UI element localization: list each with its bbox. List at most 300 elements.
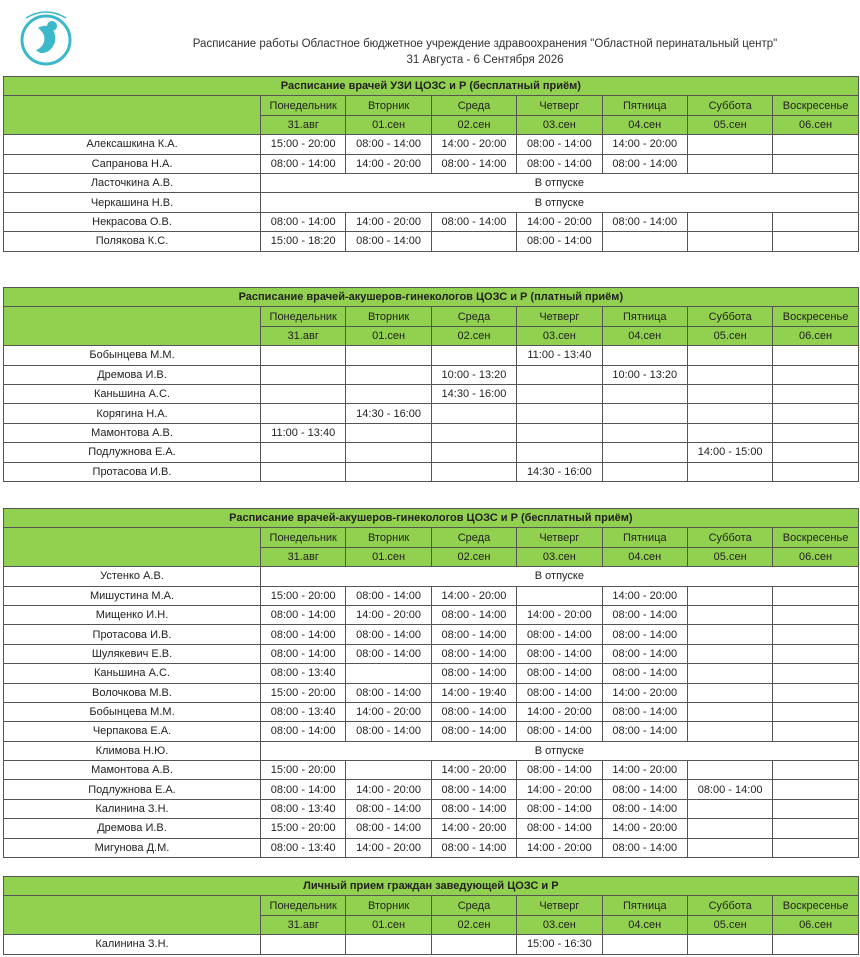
section-title-row xyxy=(4,77,859,96)
shift-cell xyxy=(687,838,772,857)
schedule-table xyxy=(3,287,859,482)
weekday-header: Воскресенье xyxy=(773,528,858,547)
shift-cell xyxy=(602,423,687,442)
shift-cell xyxy=(687,135,772,154)
shift-cell xyxy=(261,935,346,954)
shift-cell: 08:00 - 14:00 xyxy=(261,625,346,644)
vacation-cell: В отпуске xyxy=(261,193,859,212)
shift-cell xyxy=(517,586,602,605)
doctor-name: Мишустина М.А. xyxy=(4,586,261,605)
shift-cell xyxy=(773,935,858,954)
date-header: 05.сен xyxy=(687,115,772,134)
shift-cell xyxy=(431,404,516,423)
shift-cell: 08:00 - 14:00 xyxy=(346,625,431,644)
shift-cell: 14:00 - 20:00 xyxy=(602,586,687,605)
name-column-header xyxy=(4,307,261,346)
weekday-header: Среда xyxy=(431,896,516,915)
shift-cell: 08:00 - 14:00 xyxy=(431,605,516,624)
weekday-header: Пятница xyxy=(602,307,687,326)
shift-cell xyxy=(431,423,516,442)
shift-cell: 15:00 - 20:00 xyxy=(261,819,346,838)
doctor-row xyxy=(4,644,859,663)
shift-cell: 08:00 - 14:00 xyxy=(261,212,346,231)
weekday-header: Воскресенье xyxy=(773,96,858,115)
weekday-header: Суббота xyxy=(687,896,772,915)
date-header: 06.сен xyxy=(773,915,858,934)
shift-cell: 14:00 - 20:00 xyxy=(346,702,431,721)
weekday-header: Пятница xyxy=(602,896,687,915)
shift-cell xyxy=(773,384,858,403)
doctor-row xyxy=(4,761,859,780)
shift-cell xyxy=(346,365,431,384)
shift-cell xyxy=(773,780,858,799)
shift-cell xyxy=(261,346,346,365)
date-header: 31.авг xyxy=(261,547,346,566)
shift-cell: 14:30 - 16:00 xyxy=(517,462,602,481)
schedule-block-personal xyxy=(3,876,858,955)
doctor-row xyxy=(4,780,859,799)
shift-cell xyxy=(687,346,772,365)
doctor-row xyxy=(4,935,859,954)
weekday-header: Четверг xyxy=(517,528,602,547)
shift-cell xyxy=(431,346,516,365)
doctor-row xyxy=(4,365,859,384)
shift-cell xyxy=(687,365,772,384)
weekday-header: Суббота xyxy=(687,307,772,326)
shift-cell xyxy=(687,644,772,663)
shift-cell xyxy=(687,702,772,721)
shift-cell: 14:00 - 20:00 xyxy=(517,780,602,799)
shift-cell: 14:00 - 20:00 xyxy=(602,135,687,154)
shift-cell: 08:00 - 14:00 xyxy=(261,722,346,741)
shift-cell xyxy=(773,586,858,605)
shift-cell xyxy=(687,761,772,780)
date-header: 05.сен xyxy=(687,915,772,934)
shift-cell: 08:00 - 13:40 xyxy=(261,838,346,857)
shift-cell: 08:00 - 14:00 xyxy=(431,154,516,173)
shift-cell: 14:00 - 15:00 xyxy=(687,443,772,462)
name-column-header xyxy=(4,96,261,135)
shift-cell xyxy=(517,423,602,442)
shift-cell xyxy=(346,443,431,462)
doctor-row xyxy=(4,819,859,838)
shift-cell xyxy=(346,935,431,954)
shift-cell: 08:00 - 14:00 xyxy=(517,154,602,173)
shift-cell xyxy=(517,365,602,384)
doctor-row xyxy=(4,586,859,605)
section-title: Расписание врачей УЗИ ЦОЗС и Р (бесплатный приём) xyxy=(4,77,859,96)
shift-cell: 14:00 - 20:00 xyxy=(517,702,602,721)
shift-cell xyxy=(773,838,858,857)
shift-cell xyxy=(773,365,858,384)
shift-cell xyxy=(346,664,431,683)
shift-cell xyxy=(687,586,772,605)
date-header: 04.сен xyxy=(602,547,687,566)
shift-cell: 14:00 - 20:00 xyxy=(431,586,516,605)
shift-cell xyxy=(431,935,516,954)
doctor-name: Полякова К.С. xyxy=(4,232,261,251)
doctor-name: Каньшина А.С. xyxy=(4,384,261,403)
shift-cell: 08:00 - 14:00 xyxy=(346,135,431,154)
section-title: Личный прием граждан заведующей ЦОЗС и Р xyxy=(4,877,859,896)
shift-cell xyxy=(431,232,516,251)
shift-cell: 14:00 - 20:00 xyxy=(431,135,516,154)
shift-cell: 08:00 - 13:40 xyxy=(261,702,346,721)
date-header: 03.сен xyxy=(517,547,602,566)
shift-cell: 14:00 - 20:00 xyxy=(602,683,687,702)
weekday-header: Суббота xyxy=(687,528,772,547)
doctor-name: Алексашкина К.А. xyxy=(4,135,261,154)
shift-cell: 08:00 - 14:00 xyxy=(517,664,602,683)
shift-cell xyxy=(687,935,772,954)
shift-cell xyxy=(346,462,431,481)
shift-cell xyxy=(517,404,602,423)
shift-cell xyxy=(602,462,687,481)
shift-cell xyxy=(687,232,772,251)
section-title: Расписание врачей-акушеров-гинекологов ЦОЗС и Р (платный приём) xyxy=(4,288,859,307)
shift-cell: 08:00 - 14:00 xyxy=(602,722,687,741)
shift-cell: 14:30 - 16:00 xyxy=(346,404,431,423)
doctor-row xyxy=(4,404,859,423)
shift-cell xyxy=(773,644,858,663)
doctor-row xyxy=(4,384,859,403)
shift-cell xyxy=(261,404,346,423)
weekday-row xyxy=(4,528,859,547)
doctor-name: Устенко А.В. xyxy=(4,567,261,586)
doctor-row xyxy=(4,799,859,818)
shift-cell: 08:00 - 14:00 xyxy=(602,664,687,683)
shift-cell xyxy=(773,761,858,780)
doctor-name: Климова Н.Ю. xyxy=(4,741,261,760)
doctor-row xyxy=(4,135,859,154)
doctor-name: Подлужнова Е.А. xyxy=(4,780,261,799)
shift-cell: 15:00 - 20:00 xyxy=(261,761,346,780)
date-header: 01.сен xyxy=(346,115,431,134)
doctor-name: Некрасова О.В. xyxy=(4,212,261,231)
shift-cell: 14:00 - 20:00 xyxy=(346,605,431,624)
shift-cell: 14:00 - 20:00 xyxy=(346,780,431,799)
shift-cell xyxy=(773,683,858,702)
shift-cell: 14:00 - 20:00 xyxy=(346,212,431,231)
shift-cell: 14:00 - 20:00 xyxy=(517,212,602,231)
schedule-table xyxy=(3,76,859,252)
shift-cell: 11:00 - 13:40 xyxy=(261,423,346,442)
shift-cell: 14:00 - 20:00 xyxy=(431,819,516,838)
section-title-row xyxy=(4,877,859,896)
shift-cell: 08:00 - 14:00 xyxy=(261,605,346,624)
document-date-range: 31 Августа - 6 Сентября 2026 xyxy=(406,54,564,66)
doctor-name: Черпакова Е.А. xyxy=(4,722,261,741)
date-header: 06.сен xyxy=(773,547,858,566)
shift-cell xyxy=(773,135,858,154)
date-header: 02.сен xyxy=(431,115,516,134)
weekday-header: Вторник xyxy=(346,307,431,326)
doctor-row xyxy=(4,625,859,644)
doctor-name: Бобынцева М.М. xyxy=(4,346,261,365)
shift-cell: 15:00 - 16:30 xyxy=(517,935,602,954)
date-header: 03.сен xyxy=(517,326,602,345)
doctor-row xyxy=(4,567,859,586)
weekday-header: Вторник xyxy=(346,96,431,115)
doctor-row xyxy=(4,741,859,760)
shift-cell xyxy=(773,154,858,173)
date-header: 02.сен xyxy=(431,326,516,345)
shift-cell: 08:00 - 14:00 xyxy=(346,683,431,702)
date-header: 04.сен xyxy=(602,915,687,934)
doctor-name: Мамонтова А.В. xyxy=(4,761,261,780)
shift-cell: 08:00 - 13:40 xyxy=(261,799,346,818)
document-title: Расписание работы Областное бюджетное учреждение здравоохранения "Областной перинатальный центр" xyxy=(192,38,778,50)
shift-cell: 08:00 - 14:00 xyxy=(346,232,431,251)
shift-cell xyxy=(773,232,858,251)
date-header: 31.авг xyxy=(261,326,346,345)
shift-cell: 15:00 - 20:00 xyxy=(261,683,346,702)
shift-cell: 08:00 - 14:00 xyxy=(602,625,687,644)
shift-cell xyxy=(773,346,858,365)
shift-cell: 08:00 - 14:00 xyxy=(431,799,516,818)
shift-cell: 08:00 - 14:00 xyxy=(431,722,516,741)
vacation-cell: В отпуске xyxy=(261,741,859,760)
shift-cell xyxy=(431,443,516,462)
doctor-name: Шулякевич Е.В. xyxy=(4,644,261,663)
name-column-header xyxy=(4,528,261,567)
shift-cell xyxy=(602,384,687,403)
shift-cell: 08:00 - 14:00 xyxy=(261,644,346,663)
shift-cell: 08:00 - 14:00 xyxy=(431,644,516,663)
shift-cell: 14:00 - 20:00 xyxy=(602,761,687,780)
shift-cell: 08:00 - 14:00 xyxy=(431,625,516,644)
shift-cell xyxy=(773,722,858,741)
doctor-row xyxy=(4,683,859,702)
doctor-name: Волочкова М.В. xyxy=(4,683,261,702)
date-header: 05.сен xyxy=(687,547,772,566)
vacation-cell: В отпуске xyxy=(261,567,859,586)
shift-cell xyxy=(773,462,858,481)
shift-cell xyxy=(773,443,858,462)
date-header: 04.сен xyxy=(602,115,687,134)
shift-cell xyxy=(773,799,858,818)
shift-cell xyxy=(773,212,858,231)
shift-cell: 14:30 - 16:00 xyxy=(431,384,516,403)
doctor-row xyxy=(4,702,859,721)
doctor-name: Протасова И.В. xyxy=(4,462,261,481)
shift-cell: 08:00 - 14:00 xyxy=(431,212,516,231)
shift-cell: 08:00 - 14:00 xyxy=(431,702,516,721)
shift-cell: 08:00 - 14:00 xyxy=(261,780,346,799)
shift-cell xyxy=(773,664,858,683)
shift-cell xyxy=(773,819,858,838)
shift-cell: 15:00 - 20:00 xyxy=(261,135,346,154)
date-header: 03.сен xyxy=(517,915,602,934)
shift-cell xyxy=(261,384,346,403)
doctor-row xyxy=(4,232,859,251)
shift-cell: 08:00 - 14:00 xyxy=(602,605,687,624)
shift-cell: 08:00 - 14:00 xyxy=(517,722,602,741)
doctor-name: Корягина Н.А. xyxy=(4,404,261,423)
shift-cell: 14:00 - 20:00 xyxy=(602,819,687,838)
weekday-header: Вторник xyxy=(346,896,431,915)
schedule-table xyxy=(3,876,859,955)
shift-cell xyxy=(687,462,772,481)
shift-cell: 08:00 - 13:40 xyxy=(261,664,346,683)
vacation-cell: В отпуске xyxy=(261,173,859,192)
doctor-name: Калинина З.Н. xyxy=(4,799,261,818)
doctor-row xyxy=(4,193,859,212)
doctor-row xyxy=(4,423,859,442)
weekday-row xyxy=(4,96,859,115)
doctor-name: Подлужнова Е.А. xyxy=(4,443,261,462)
shift-cell xyxy=(602,404,687,423)
doctor-name: Дремова И.В. xyxy=(4,365,261,384)
shift-cell: 10:00 - 13:20 xyxy=(431,365,516,384)
weekday-header: Вторник xyxy=(346,528,431,547)
weekday-header: Пятница xyxy=(602,96,687,115)
doctor-row xyxy=(4,838,859,857)
shift-cell xyxy=(602,935,687,954)
shift-cell: 14:00 - 20:00 xyxy=(431,761,516,780)
doctor-row xyxy=(4,462,859,481)
shift-cell xyxy=(687,384,772,403)
weekday-header: Воскресенье xyxy=(773,307,858,326)
doctor-name: Бобынцева М.М. xyxy=(4,702,261,721)
shift-cell xyxy=(687,819,772,838)
shift-cell xyxy=(687,605,772,624)
shift-cell xyxy=(346,384,431,403)
date-header: 31.авг xyxy=(261,115,346,134)
shift-cell: 10:00 - 13:20 xyxy=(602,365,687,384)
shift-cell: 08:00 - 14:00 xyxy=(517,135,602,154)
date-header: 03.сен xyxy=(517,115,602,134)
date-header: 04.сен xyxy=(602,326,687,345)
shift-cell: 08:00 - 14:00 xyxy=(517,761,602,780)
shift-cell: 08:00 - 14:00 xyxy=(517,625,602,644)
shift-cell: 08:00 - 14:00 xyxy=(517,644,602,663)
shift-cell: 08:00 - 14:00 xyxy=(346,799,431,818)
weekday-header: Понедельник xyxy=(261,96,346,115)
doctor-name: Калинина З.Н. xyxy=(4,935,261,954)
shift-cell: 08:00 - 14:00 xyxy=(431,780,516,799)
weekday-row xyxy=(4,896,859,915)
shift-cell xyxy=(773,625,858,644)
shift-cell xyxy=(687,799,772,818)
shift-cell: 08:00 - 14:00 xyxy=(346,722,431,741)
shift-cell: 08:00 - 14:00 xyxy=(431,838,516,857)
schedule-block-paid xyxy=(3,287,858,482)
shift-cell xyxy=(687,683,772,702)
weekday-header: Понедельник xyxy=(261,896,346,915)
doctor-name: Каньшина А.С. xyxy=(4,664,261,683)
weekday-header: Понедельник xyxy=(261,528,346,547)
weekday-header: Четверг xyxy=(517,307,602,326)
shift-cell xyxy=(773,702,858,721)
shift-cell xyxy=(602,232,687,251)
shift-cell xyxy=(687,154,772,173)
weekday-header: Четверг xyxy=(517,96,602,115)
shift-cell: 14:00 - 20:00 xyxy=(346,838,431,857)
doctor-row xyxy=(4,173,859,192)
shift-cell: 08:00 - 14:00 xyxy=(346,819,431,838)
shift-cell: 11:00 - 13:40 xyxy=(517,346,602,365)
shift-cell: 08:00 - 14:00 xyxy=(602,838,687,857)
shift-cell: 08:00 - 14:00 xyxy=(602,154,687,173)
shift-cell: 08:00 - 14:00 xyxy=(602,212,687,231)
doctor-row xyxy=(4,154,859,173)
weekday-header: Среда xyxy=(431,96,516,115)
doctor-row xyxy=(4,664,859,683)
date-header: 05.сен xyxy=(687,326,772,345)
shift-cell xyxy=(261,443,346,462)
schedule-table xyxy=(3,508,859,858)
shift-cell: 08:00 - 14:00 xyxy=(602,644,687,663)
shift-cell: 08:00 - 14:00 xyxy=(346,586,431,605)
weekday-header: Среда xyxy=(431,307,516,326)
shift-cell xyxy=(517,443,602,462)
date-header: 06.сен xyxy=(773,115,858,134)
doctor-name: Мамонтова А.В. xyxy=(4,423,261,442)
shift-cell: 08:00 - 14:00 xyxy=(602,799,687,818)
doctor-row xyxy=(4,443,859,462)
doctor-name: Ласточкина А.В. xyxy=(4,173,261,192)
date-header: 01.сен xyxy=(346,326,431,345)
name-column-header xyxy=(4,896,261,935)
shift-cell: 14:00 - 20:00 xyxy=(517,838,602,857)
shift-cell xyxy=(687,664,772,683)
section-title: Расписание врачей-акушеров-гинекологов ЦОЗС и Р (бесплатный приём) xyxy=(4,509,859,528)
date-header: 02.сен xyxy=(431,915,516,934)
shift-cell xyxy=(346,761,431,780)
date-header: 31.авг xyxy=(261,915,346,934)
weekday-row xyxy=(4,307,859,326)
shift-cell: 15:00 - 18:20 xyxy=(261,232,346,251)
shift-cell: 08:00 - 14:00 xyxy=(517,232,602,251)
date-header: 02.сен xyxy=(431,547,516,566)
shift-cell xyxy=(687,722,772,741)
doctor-row xyxy=(4,722,859,741)
shift-cell xyxy=(773,605,858,624)
weekday-header: Суббота xyxy=(687,96,772,115)
shift-cell: 08:00 - 14:00 xyxy=(517,799,602,818)
shift-cell xyxy=(687,212,772,231)
shift-cell: 14:00 - 20:00 xyxy=(346,154,431,173)
shift-cell xyxy=(431,462,516,481)
shift-cell xyxy=(687,625,772,644)
shift-cell xyxy=(517,384,602,403)
weekday-header: Среда xyxy=(431,528,516,547)
shift-cell xyxy=(261,365,346,384)
shift-cell: 08:00 - 14:00 xyxy=(346,644,431,663)
doctor-name: Сапранова Н.А. xyxy=(4,154,261,173)
shift-cell: 08:00 - 14:00 xyxy=(517,819,602,838)
schedule-block-free xyxy=(3,508,858,858)
doctor-name: Мигунова Д.М. xyxy=(4,838,261,857)
doctor-row xyxy=(4,212,859,231)
weekday-header: Воскресенье xyxy=(773,896,858,915)
shift-cell: 14:00 - 20:00 xyxy=(517,605,602,624)
shift-cell: 08:00 - 14:00 xyxy=(687,780,772,799)
shift-cell: 14:00 - 19:40 xyxy=(431,683,516,702)
doctor-name: Дремова И.В. xyxy=(4,819,261,838)
section-title-row xyxy=(4,509,859,528)
schedule-block-uzi xyxy=(3,76,858,252)
perinatal-center-logo xyxy=(16,6,76,70)
doctor-name: Протасова И.В. xyxy=(4,625,261,644)
shift-cell xyxy=(346,346,431,365)
shift-cell xyxy=(687,404,772,423)
shift-cell: 08:00 - 14:00 xyxy=(431,664,516,683)
doctor-name: Черкашина Н.В. xyxy=(4,193,261,212)
doctor-name: Мищенко И.Н. xyxy=(4,605,261,624)
date-header: 06.сен xyxy=(773,326,858,345)
